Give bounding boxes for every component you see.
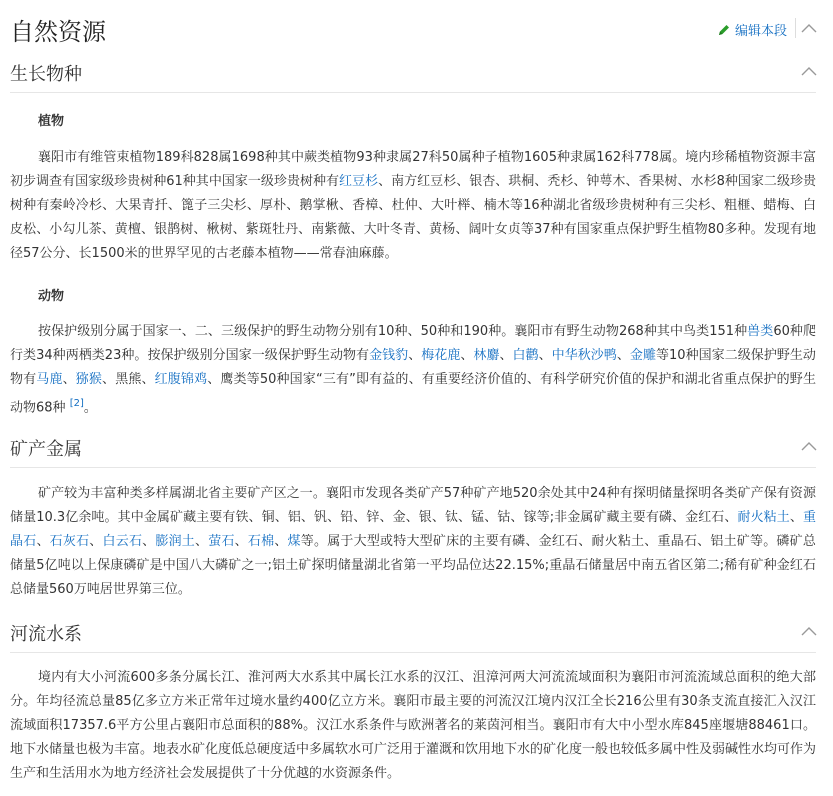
text-run: 60种爬行类34种两栖类23种。按保护级别分国家一级保护野生动物有: [10, 324, 816, 363]
link-golden-eagle[interactable]: 金雕: [629, 348, 656, 363]
text-run: 按保护级别分属于国家一、二、三级保护的野生动物分别有10种、50种和190种。襄阳市有野生动物268种其中鸟类151种: [38, 324, 748, 339]
paragraph-animals: [10, 320, 816, 420]
link-macaque[interactable]: 猕猴: [75, 372, 103, 387]
separator: 、: [538, 348, 552, 363]
collapse-minerals-chevron-icon[interactable]: [801, 441, 817, 451]
text-run: 矿产较为丰富种类多样属湖北省主要矿产区之一。襄阳市发现各类矿产57种矿产地520余处其中24种有探明储量探明各类矿产保有资源储量10.3亿余吨。其中金属矿藏主要有铁、铜、铝、钒、铅、锌、金、银、钛、锰、钴、镓等;非金属矿藏主要有磷、金红石、: [10, 486, 816, 525]
link-dolomite[interactable]: 白云石: [102, 534, 143, 549]
section-divider: [10, 467, 816, 468]
link-limestone[interactable]: 石灰石: [49, 534, 90, 549]
text-run: 等。属于大型或特大型矿床的主要有磷、金红石、耐火粘土、重晶石、铝土矿等。磷矿总储量5亿吨以上保康磷矿是中国八大磷矿之一;铝土矿探明储量湖北省第一平均品位达22.15%;重晶石储量居中南五省区第二;稀有矿种金红石总储量560万吨居世界第三位。: [10, 534, 816, 597]
text-run: 、黑熊、: [102, 372, 155, 387]
link-barite[interactable]: 重晶石: [10, 510, 816, 549]
page-title: 自然资源: [10, 18, 106, 46]
paragraph-minerals: [10, 482, 816, 602]
subheading-animals: 动物: [38, 289, 65, 304]
separator: 、: [616, 348, 630, 363]
link-golden-pheasant[interactable]: 红腹锦鸡: [154, 372, 208, 387]
text-run: 。: [83, 400, 97, 416]
link-bentonite[interactable]: 膨润土: [155, 534, 196, 549]
link-coal[interactable]: 煤: [287, 534, 301, 549]
pencil-icon: [717, 23, 731, 37]
link-hongdoushan[interactable]: 红豆杉: [339, 174, 379, 189]
separator: 、: [142, 534, 156, 549]
separator: 、: [499, 348, 513, 363]
edit-section-label: 编辑本段: [735, 24, 788, 39]
section-title-minerals: 矿产金属: [10, 439, 82, 460]
text-run: 、南方红豆杉、银杏、珙桐、秃杉、钟萼木、香果树、水杉8种国家二级珍贵树种有秦岭冷杉、大果青扦、篦子三尖杉、厚朴、鹅掌楸、香樟、杜仲、大叶榉、楠木等16种湖北省级珍贵树种有三尖杉、粗榧、蜡梅、白皮松、小勾儿茶、黄檀、银鹊树、楸树、紫斑牡丹、南紫薇、大叶冬青、黄杨、阔叶女贞等37种有国家重点保护野生植物80多种。发现有地径57公分、长1500米的世界罕见的古老藤本植物——常春油麻藤。: [10, 174, 816, 261]
subheading-plants: 植物: [38, 114, 65, 129]
link-red-deer[interactable]: 马鹿: [36, 372, 63, 387]
paragraph-plants: [10, 146, 816, 266]
section-divider: [10, 652, 816, 653]
collapse-rivers-chevron-icon[interactable]: [801, 626, 817, 636]
text-run: 等10种国家二级保护野生动物有: [10, 348, 816, 387]
separator: 、: [36, 534, 50, 549]
link-sika-deer[interactable]: 梅花鹿: [421, 348, 461, 363]
section-title-rivers: 河流水系: [10, 624, 82, 645]
separator: 、: [89, 534, 103, 549]
link-beasts[interactable]: 兽类: [747, 324, 774, 339]
section-title-species: 生长物种: [10, 64, 82, 85]
link-fluorite[interactable]: 萤石: [208, 534, 235, 549]
separator: 、: [234, 534, 248, 549]
separator: 、: [460, 348, 474, 363]
separator: 、: [195, 534, 209, 549]
paragraph-rivers: 境内有大小河流600多条分属长江、淮河两大水系其中属长江水系的汉江、沮漳河两大河流流域面积为襄阳市河流流域总面积的绝大部分。年均径流总量85亿多立方米正常年过境水量约400亿立方米。襄阳市最主要的河流汉江境内汉江全长216公里有30条支流直接汇入汉江流域面积17357.6平方公里占襄阳市总面积的88%。汉江水系条件与欧洲著名的莱茵河相当。襄阳市有大中小型水库845座堰塘88461口。地下水储量也极为丰富。地表水矿化度低总硬度适中多属软水可广泛用于灌溉和饮用地下水的矿化度一般也较低多属中性及弱碱性水均可作为生产和生活用水为地方经济社会发展提供了十分优越的水资源条件。: [10, 670, 817, 781]
link-refractory-clay[interactable]: 耐火粘土: [737, 510, 790, 525]
edit-section-button[interactable]: [717, 20, 787, 39]
link-musk-deer[interactable]: 林麝: [473, 348, 500, 363]
separator: 、: [62, 372, 76, 387]
section-divider: [10, 92, 816, 93]
link-asbestos[interactable]: 石棉: [247, 534, 275, 549]
reference-link[interactable]: [2]: [69, 398, 84, 409]
collapse-species-chevron-icon[interactable]: [801, 66, 817, 76]
separator: 、: [408, 348, 422, 363]
link-leopard[interactable]: 金钱豹: [369, 348, 409, 363]
link-merganser[interactable]: 中华秋沙鸭: [551, 348, 617, 363]
divider: [795, 18, 796, 38]
separator: 、: [789, 510, 803, 525]
link-stork[interactable]: 白鹳: [512, 348, 539, 363]
text-run: 襄阳市有维管束植物189科828属1698种其中蕨类植物93种隶属27科50属种子植物1605种隶属162科778属。境内珍稀植物资源丰富初步调查有国家级珍贵树种61种其中国家一级珍贵树种有: [10, 150, 816, 189]
separator: 、: [274, 534, 288, 549]
collapse-page-chevron-icon[interactable]: [801, 23, 817, 33]
text-run: 、鹰类等50种国家“三有”即有益的、有重要经济价值的、有科学研究价值的保护和湖北省重点保护的野生动物68种: [10, 372, 816, 416]
